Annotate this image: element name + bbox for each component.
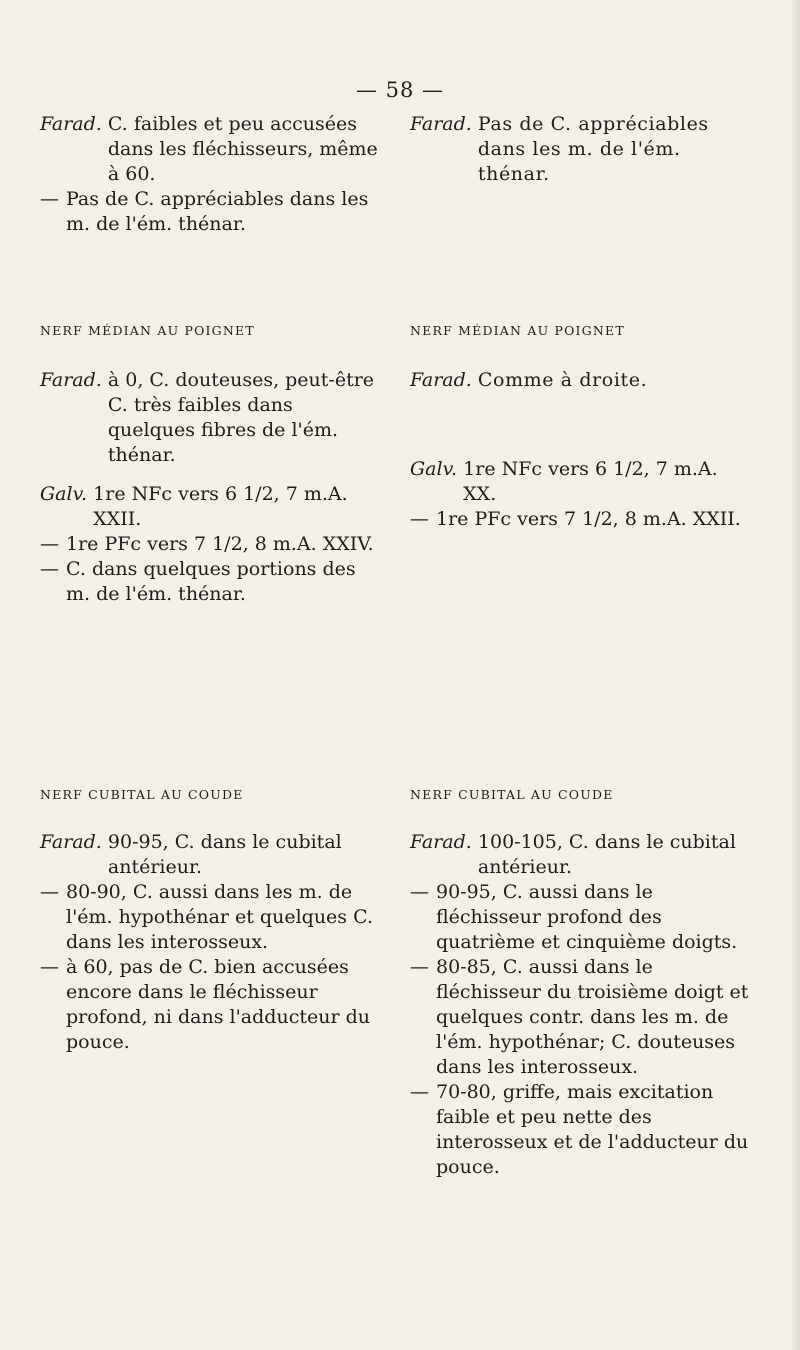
entry-label: Galv. xyxy=(410,458,458,480)
page-edge-shading xyxy=(790,0,800,1350)
dash-mark: — xyxy=(410,881,429,903)
entry-text: Pas de C. appréciables dans les m. de l'ém. thénar. xyxy=(477,113,709,185)
right-cubital-block xyxy=(410,830,750,1180)
entry-text: 80-90, C. aussi dans les m. de l'ém. hypothénar et quelques C. dans les interosseux. xyxy=(66,881,373,953)
entry-text: C. dans quelques portions des m. de l'ém. thénar. xyxy=(66,558,356,605)
right-top-block xyxy=(410,112,750,187)
dash-mark: — xyxy=(40,956,59,978)
left-cubital-block xyxy=(40,830,380,1055)
left-median-dash-entry-2 xyxy=(40,557,380,607)
entry-text: 1re PFc vers 7 1/2, 8 m.A. XXIV. xyxy=(66,533,374,555)
right-median-galv-entry xyxy=(410,457,750,507)
left-cubital-dash-entry-2 xyxy=(40,955,380,1055)
left-top-block xyxy=(40,112,380,237)
right-median-dash-entry-1 xyxy=(410,507,750,532)
section-heading-median-right: NERF MÉDIAN AU POIGNET xyxy=(410,323,625,338)
entry-label: Farad. xyxy=(410,369,472,391)
entry-label: Farad. xyxy=(40,113,102,135)
entry-text: 1re NFc vers 6 1/2, 7 m.A. XX. xyxy=(463,458,718,505)
right-cubital-dash-entry-3 xyxy=(410,1080,750,1180)
left-top-dash-entry xyxy=(40,187,380,237)
left-median-dash-entry-1 xyxy=(40,532,380,557)
dash-mark: — xyxy=(40,881,59,903)
entry-text: à 0, C. douteuses, peut-être C. très faibles dans quelques fibres de l'ém. thénar. xyxy=(107,369,375,466)
entry-text: 90-95, C. aussi dans le fléchisseur profond des quatrième et cinquième doigts. xyxy=(436,881,738,953)
entry-text: à 60, pas de C. bien accusées encore dans le fléchisseur profond, ni dans l'adducteur du pouce. xyxy=(66,956,370,1053)
entry-text: 70-80, griffe, mais excitation faible et peu nette des interosseux et de l'adducteur du pouce. xyxy=(436,1081,749,1178)
left-cubital-farad-entry xyxy=(40,830,380,880)
section-heading-median-left: NERF MÉDIAN AU POIGNET xyxy=(40,323,255,338)
right-top-farad-entry xyxy=(410,112,750,187)
right-cubital-farad-entry xyxy=(410,830,750,880)
left-median-farad-entry xyxy=(40,368,380,468)
dash-mark: — xyxy=(410,1081,429,1103)
entry-label: Farad. xyxy=(40,831,102,853)
entry-text: Pas de C. appréciables dans les m. de l'ém. thénar. xyxy=(66,188,369,235)
entry-text: 1re PFc vers 7 1/2, 8 m.A. XXII. xyxy=(436,508,741,530)
dash-mark: — xyxy=(410,508,429,530)
entry-label: Farad. xyxy=(410,113,472,135)
entry-label: Farad. xyxy=(410,831,472,853)
entry-label: Farad. xyxy=(40,369,102,391)
section-heading-cubital-right: NERF CUBITAL AU COUDE xyxy=(410,787,614,802)
entry-text: 90-95, C. dans le cubital antérieur. xyxy=(107,831,342,878)
dash-mark: — xyxy=(40,558,59,580)
left-median-block xyxy=(40,368,380,607)
entry-text: 100-105, C. dans le cubital antérieur. xyxy=(477,831,736,878)
entry-label: Galv. xyxy=(40,483,88,505)
section-heading-cubital-left: NERF CUBITAL AU COUDE xyxy=(40,787,244,802)
dash-mark: — xyxy=(410,956,429,978)
right-median-block xyxy=(410,368,750,532)
entry-text: 80-85, C. aussi dans le fléchisseur du troisième doigt et quelques contr. dans les m. de l'ém. hypothénar; C. douteuses dans les interosseux. xyxy=(436,956,749,1078)
left-top-farad-entry xyxy=(40,112,380,187)
right-cubital-dash-entry-1 xyxy=(410,880,750,955)
right-median-farad-entry xyxy=(410,368,750,393)
dash-mark: — xyxy=(40,188,59,210)
dash-mark: — xyxy=(40,533,59,555)
left-median-galv-entry xyxy=(40,482,380,532)
page-number: — 58 — xyxy=(355,78,445,102)
entry-text: 1re NFc vers 6 1/2, 7 m.A. XXII. xyxy=(93,483,348,530)
entry-text: Comme à droite. xyxy=(477,369,648,391)
entry-text: C. faibles et peu accusées dans les fléchisseurs, même à 60. xyxy=(107,113,378,185)
left-cubital-dash-entry-1 xyxy=(40,880,380,955)
right-cubital-dash-entry-2 xyxy=(410,955,750,1080)
